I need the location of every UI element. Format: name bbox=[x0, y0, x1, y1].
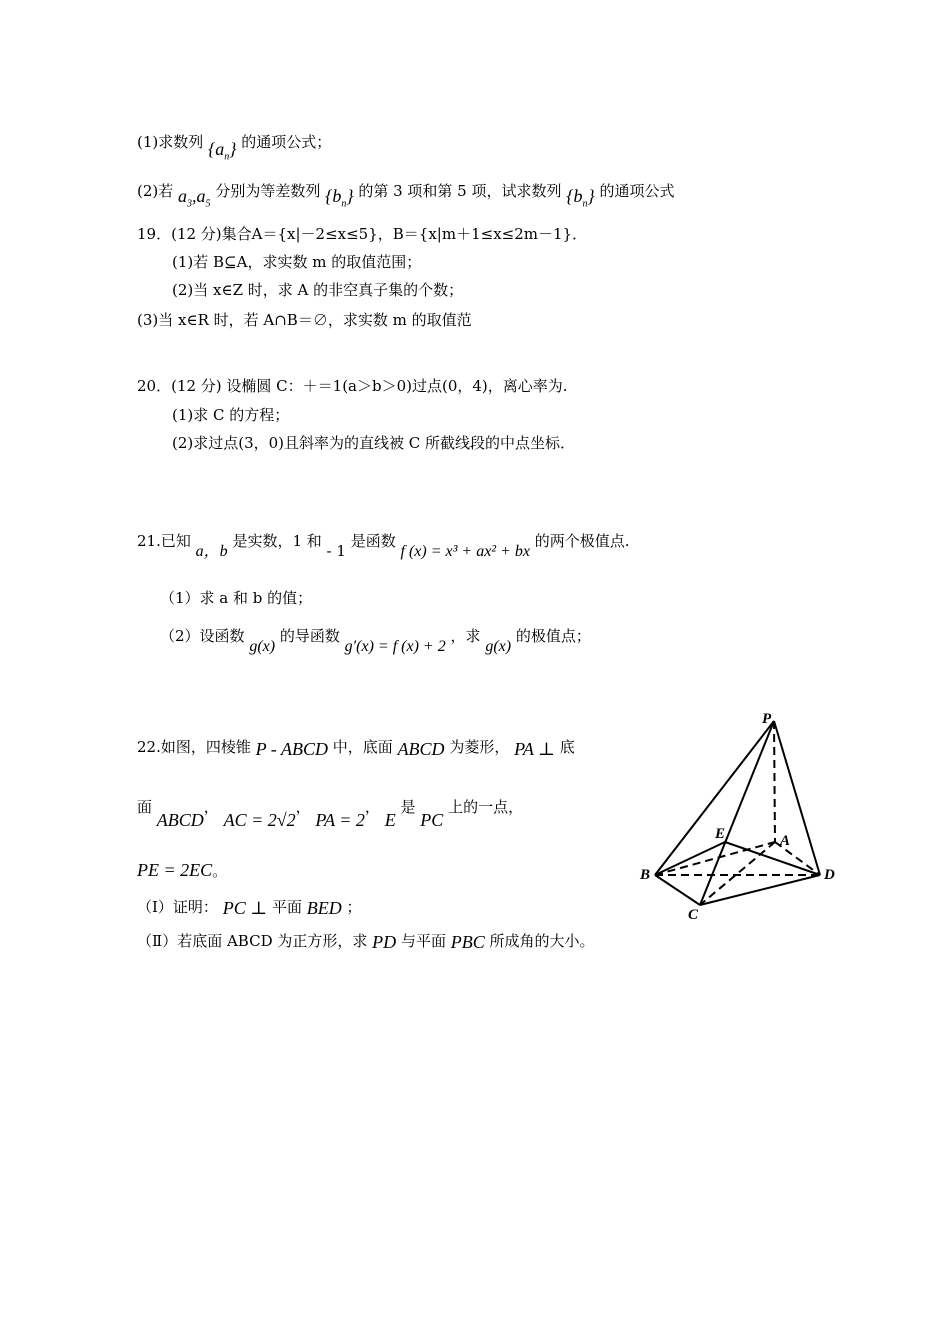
q22-part2: （Ⅱ）若底面 ABCD 为正方形，求 PD 与平面 PBC 所成角的大小。 bbox=[137, 932, 595, 952]
pyramid-figure bbox=[632, 705, 852, 925]
q19-head: 19．(12 分)集合A＝{x|－2≤x≤5}，B＝{x|m＋1≤x≤2m－1}． bbox=[137, 225, 588, 243]
q20-head: 20．(12 分) 设椭圆 C：＋＝1(a＞b＞0)过点(0，4)，离心率为. bbox=[137, 377, 568, 395]
edge-PC bbox=[700, 721, 774, 905]
q22-part1: （Ⅰ）证明： PC ⊥ 平面 BED ； bbox=[137, 898, 362, 918]
q22-head: 22.如图，四棱锥 P - ABCD 中，底面 ABCD 为菱形， PA ⊥ 底 bbox=[137, 738, 575, 759]
q19-part1: (1)若 B⊆A，求实数 m 的取值范围； bbox=[172, 253, 422, 271]
edge-PA bbox=[774, 721, 775, 842]
label-A: A bbox=[780, 833, 791, 849]
q20-part1: (1)求 C 的方程； bbox=[172, 406, 290, 424]
q19-part3: (3)当 x∈R 时，若 A∩B＝∅，求实数 m 的取值范 bbox=[137, 311, 472, 329]
q21-head: 21.已知 a，b 是实数，1 和 - 1 是函数 f (x) = x³ + ax² + bx 的两个极值点. bbox=[137, 532, 630, 560]
q22-line2: 面 ABCD， AC = 2√2， PA = 2， E 是 PC 上的一点， bbox=[137, 798, 524, 830]
q21-part2: （2）设函数 g(x) 的导函数 g′(x) = f (x) + 2 ，求 g(x) 的极值点； bbox=[160, 627, 591, 655]
label-D: D bbox=[824, 867, 835, 883]
q20-part2: (2)求过点(3，0)且斜率为的直线被 C 所截线段的中点坐标． bbox=[172, 434, 576, 452]
edge-PD bbox=[774, 721, 820, 875]
q19-part2: (2)当 x∈Z 时，求 A 的非空真子集的个数； bbox=[172, 281, 464, 299]
q18-part2: (2)若 $a_3,a_5$ 分别为等差数列 $\{b_n\}$ 的第 3 项和第 5 项，试求数列 $\{b_n\}$ 的通项公式 bbox=[137, 182, 675, 210]
q18-part1: (1)求数列 $\{a_n\}$ 的通项公式； bbox=[137, 133, 332, 163]
label-C: C bbox=[688, 907, 699, 923]
q22-line3: PE = 2EC。 bbox=[137, 860, 228, 880]
label-E: E bbox=[715, 826, 726, 842]
edge-BC bbox=[655, 875, 700, 905]
q21-part1: （1）求 a 和 b 的值； bbox=[160, 589, 313, 607]
edge-ED bbox=[725, 842, 820, 875]
label-B: B bbox=[640, 867, 651, 883]
edge-CD bbox=[700, 875, 820, 905]
label-P: P bbox=[762, 711, 772, 727]
